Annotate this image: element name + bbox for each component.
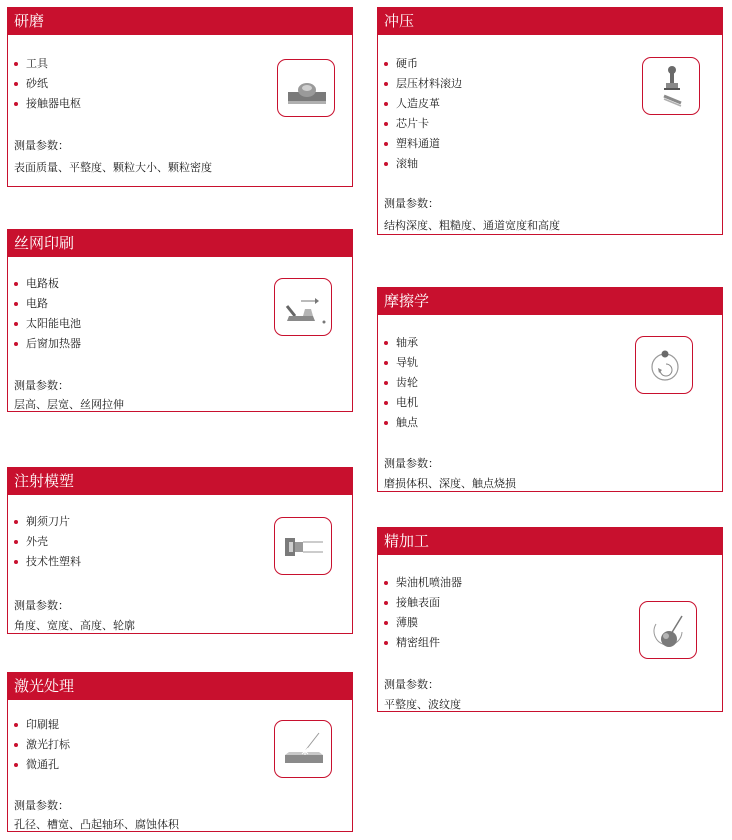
list-item: 接触表面 <box>384 593 462 613</box>
card-title: 冲压 <box>378 8 722 35</box>
list-item: 触点 <box>384 413 418 433</box>
list-item: 轴承 <box>384 333 418 353</box>
param-values: 层高、层宽、丝网拉伸 <box>14 398 124 411</box>
card-title: 摩擦学 <box>378 288 722 315</box>
stamping-icon <box>642 57 700 115</box>
card-screen-printing <box>7 229 353 412</box>
list-item: 层压材料滚边 <box>384 74 462 94</box>
list-item: 电机 <box>384 393 418 413</box>
list-item: 芯片卡 <box>384 114 462 134</box>
card-title: 研磨 <box>8 8 352 35</box>
list-item: 人造皮革 <box>384 94 462 114</box>
grinding-icon <box>277 59 335 117</box>
param-values: 表面质量、平整度、颗粒大小、颗粒密度 <box>14 161 212 174</box>
list-item: 精密组件 <box>384 633 462 653</box>
param-values: 平整度、波纹度 <box>384 698 461 711</box>
list-item: 外壳 <box>14 532 81 552</box>
card-grinding <box>7 7 353 187</box>
card-injection-molding <box>7 467 353 634</box>
item-list <box>384 333 418 433</box>
card-finishing <box>377 527 723 712</box>
card-title: 精加工 <box>378 528 722 555</box>
list-item: 后窗加热器 <box>14 334 81 354</box>
param-label: 测量参数： <box>14 139 69 152</box>
list-item: 滚轴 <box>384 154 462 174</box>
card-title: 丝网印刷 <box>8 230 352 257</box>
list-item: 工具 <box>14 54 81 74</box>
item-list <box>14 54 81 114</box>
item-list <box>384 573 462 653</box>
param-label: 测量参数： <box>14 599 69 612</box>
list-item: 齿轮 <box>384 373 418 393</box>
list-item: 柴油机喷油器 <box>384 573 462 593</box>
list-item: 接触器电枢 <box>14 94 81 114</box>
list-item: 电路 <box>14 294 81 314</box>
list-item: 激光打标 <box>14 735 70 755</box>
list-item: 硬币 <box>384 54 462 74</box>
param-label: 测量参数： <box>384 678 439 691</box>
list-item: 技术性塑料 <box>14 552 81 572</box>
param-values: 磨损体积、深度、触点烧损 <box>384 477 516 490</box>
list-item: 电路板 <box>14 274 81 294</box>
tribology-icon <box>635 336 693 394</box>
item-list <box>14 512 81 572</box>
param-values: 角度、宽度、高度、轮廓 <box>14 619 135 632</box>
card-tribology <box>377 287 723 492</box>
card-title: 激光处理 <box>8 673 352 700</box>
list-item: 印刷辊 <box>14 715 70 735</box>
param-values: 结构深度、粗糙度、通道宽度和高度 <box>384 219 560 232</box>
item-list <box>384 54 462 174</box>
card-laser-processing <box>7 672 353 832</box>
laser-processing-icon <box>274 720 332 778</box>
card-title: 注射模塑 <box>8 468 352 495</box>
item-list <box>14 715 70 775</box>
finishing-icon <box>639 601 697 659</box>
list-item: 导轨 <box>384 353 418 373</box>
list-item: 砂纸 <box>14 74 81 94</box>
param-values: 孔径、槽宽、凸起轴环、腐蚀体积 <box>14 818 179 831</box>
list-item: 剃须刀片 <box>14 512 81 532</box>
card-stamping <box>377 7 723 235</box>
list-item: 塑料通道 <box>384 134 462 154</box>
param-label: 测量参数： <box>14 379 69 392</box>
list-item: 薄膜 <box>384 613 462 633</box>
list-item: 太阳能电池 <box>14 314 81 334</box>
param-label: 测量参数： <box>384 197 439 210</box>
item-list <box>14 274 81 354</box>
injection-molding-icon <box>274 517 332 575</box>
param-label: 测量参数： <box>384 457 439 470</box>
list-item: 微通孔 <box>14 755 70 775</box>
screen-printing-icon <box>274 278 332 336</box>
param-label: 测量参数： <box>14 799 69 812</box>
